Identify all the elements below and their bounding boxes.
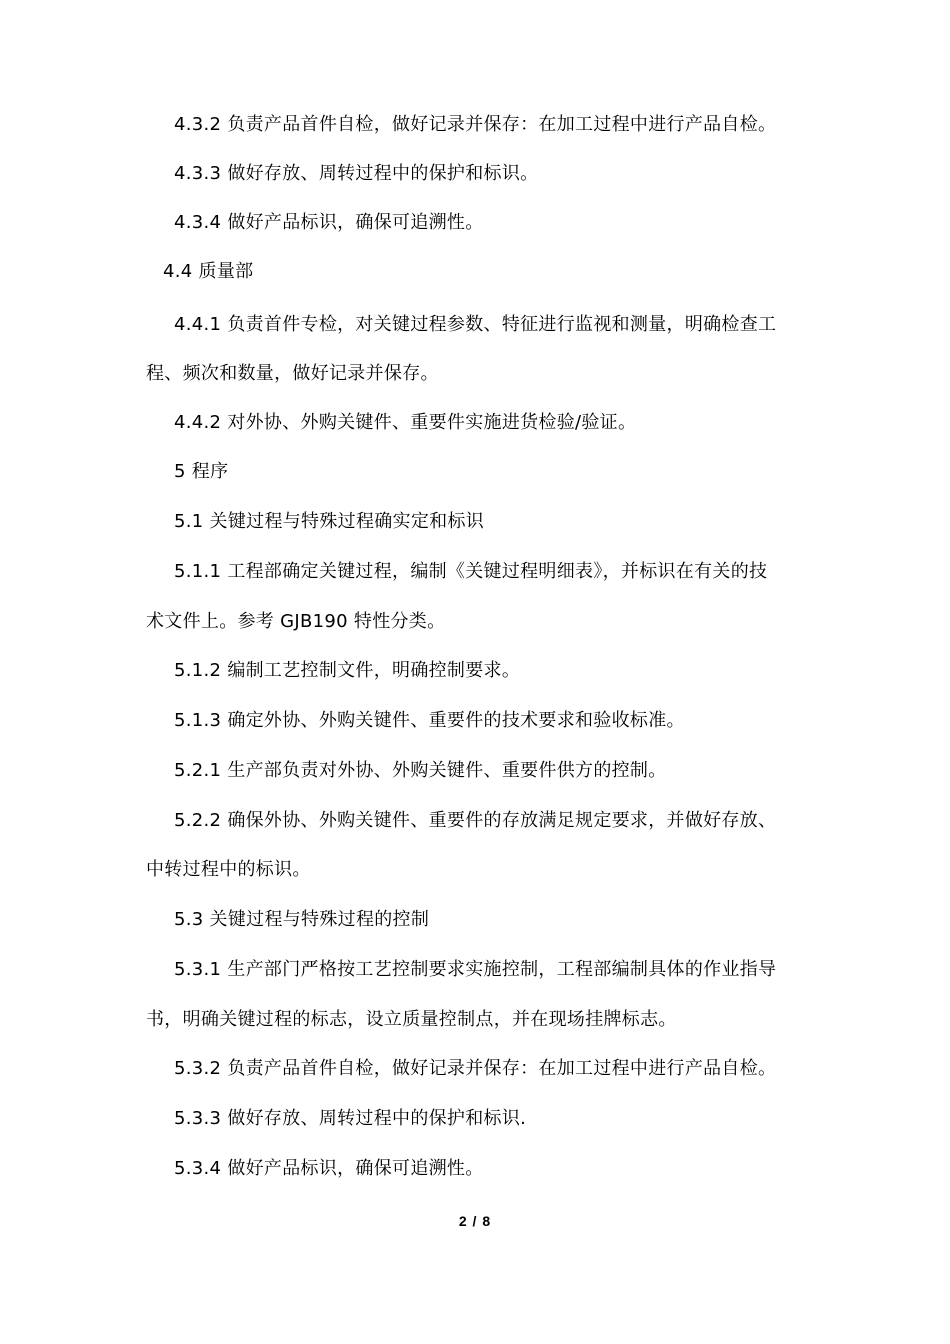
text-line-5-1-1: 5.1.1 工程部确定关键过程，编制《关键过程明细表》，并标识在有关的技	[174, 561, 768, 582]
text-line-5-1-3: 5.1.3 确定外协、外购关键件、重要件的技术要求和验收标准。	[174, 710, 685, 731]
section-heading-5-1: 5.1 关键过程与特殊过程确实定和标识	[174, 511, 485, 532]
text-line-5-3-1: 5.3.1 生产部门严格按工艺控制要求实施控制，工程部编制具体的作业指导	[174, 959, 777, 980]
text-line-5-2-2: 5.2.2 确保外协、外购关键件、重要件的存放满足规定要求，并做好存放、	[174, 810, 777, 831]
section-heading-4-4: 4.4 质量部	[163, 261, 254, 282]
text-line-5-3-4: 5.3.4 做好产品标识，确保可追溯性。	[174, 1158, 484, 1179]
text-line-4-4-1-cont: 程、频次和数量，做好记录并保存。	[146, 363, 439, 384]
text-line-5-3-3: 5.3.3 做好存放、周转过程中的保护和标识.	[174, 1108, 527, 1129]
section-heading-5: 5 程序	[174, 461, 229, 482]
text-line-4-3-4: 4.3.4 做好产品标识，确保可追溯性。	[174, 212, 484, 233]
text-line-5-2-1: 5.2.1 生产部负责对外协、外购关键件、重要件供方的控制。	[174, 760, 667, 781]
text-line-5-1-2: 5.1.2 编制工艺控制文件，明确控制要求。	[174, 660, 521, 681]
text-line-5-1-1-cont: 术文件上。参考 GJB190 特性分类。	[146, 611, 446, 632]
text-line-4-4-2: 4.4.2 对外协、外购关键件、重要件实施进货检验/验证。	[174, 412, 637, 433]
text-line-5-3-1-cont: 书，明确关键过程的标志，设立质量控制点，并在现场挂牌标志。	[146, 1009, 677, 1030]
page-number: 2 / 8	[458, 1213, 492, 1229]
section-heading-5-3: 5.3 关键过程与特殊过程的控制	[174, 909, 430, 930]
text-line-4-3-2: 4.3.2 负责产品首件自检，做好记录并保存：在加工过程中进行产品自检。	[174, 114, 777, 135]
text-line-4-3-3: 4.3.3 做好存放、周转过程中的保护和标识。	[174, 163, 539, 184]
text-line-5-2-2-cont: 中转过程中的标识。	[146, 859, 311, 880]
text-line-4-4-1: 4.4.1 负责首件专检，对关键过程参数、特征进行监视和测量，明确检查工	[174, 314, 777, 335]
text-line-5-3-2: 5.3.2 负责产品首件自检，做好记录并保存：在加工过程中进行产品自检。	[174, 1058, 777, 1079]
